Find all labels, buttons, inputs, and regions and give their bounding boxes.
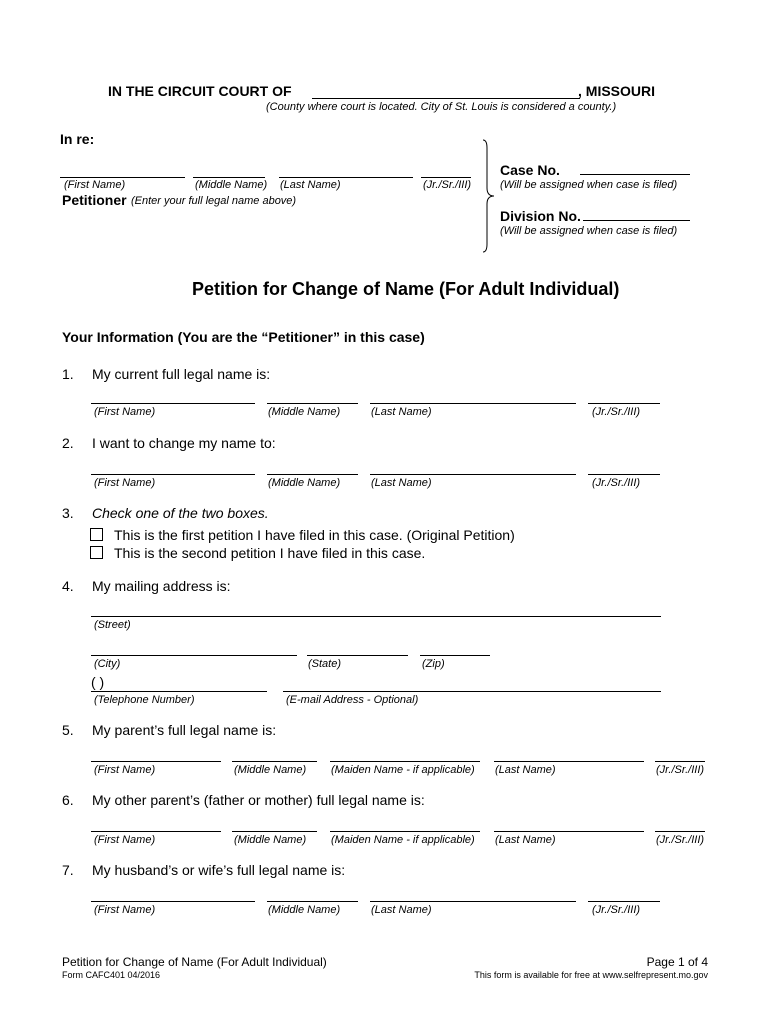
- new-last-label: (Last Name): [371, 477, 432, 489]
- parent2-last-label: (Last Name): [495, 834, 556, 846]
- parent1-maiden-label: (Maiden Name - if applicable): [331, 764, 475, 776]
- item-number-1: 1.: [62, 366, 74, 382]
- parent2-suffix-label: (Jr./Sr./III): [656, 834, 705, 846]
- parent2-maiden-label: (Maiden Name - if applicable): [331, 834, 475, 846]
- petitioner-note: (Enter your full legal name above): [131, 195, 297, 207]
- new-suffix-line[interactable]: [588, 474, 660, 475]
- item-number-5: 5.: [62, 722, 74, 738]
- current-suffix-line[interactable]: [588, 403, 660, 404]
- spouse-middle-name-line[interactable]: [267, 901, 358, 902]
- caption-last-label: (Last Name): [280, 179, 341, 191]
- spouse-last-label: (Last Name): [371, 904, 432, 916]
- parent2-first-name-line[interactable]: [91, 831, 221, 832]
- original-petition-checkbox[interactable]: [90, 528, 103, 541]
- new-first-name-line[interactable]: [91, 474, 255, 475]
- item-number-2: 2.: [62, 435, 74, 451]
- parent1-maiden-name-line[interactable]: [330, 761, 480, 762]
- item-number-3: 3.: [62, 505, 74, 521]
- spouse-last-name-line[interactable]: [370, 901, 576, 902]
- item-text-1: My current full legal name is:: [92, 366, 271, 382]
- spouse-first-label: (First Name): [94, 904, 156, 916]
- court-prefix: IN THE CIRCUIT COURT OF: [108, 83, 292, 99]
- in-re-label: In re:: [60, 131, 95, 147]
- caption-middle-label: (Middle Name): [195, 179, 268, 191]
- parent1-suffix-line[interactable]: [655, 761, 705, 762]
- case-no-note: (Will be assigned when case is filed): [500, 179, 678, 191]
- case-no-label: Case No.: [500, 162, 560, 178]
- new-first-label: (First Name): [94, 477, 156, 489]
- street-line[interactable]: [91, 616, 661, 617]
- parent1-middle-label: (Middle Name): [234, 764, 307, 776]
- caption-first-label: (First Name): [64, 179, 126, 191]
- city-label: (City): [94, 658, 121, 670]
- parent1-last-name-line[interactable]: [494, 761, 644, 762]
- current-first-name-line[interactable]: [91, 403, 255, 404]
- zip-line[interactable]: [420, 655, 490, 656]
- current-last-name-line[interactable]: [370, 403, 576, 404]
- parent2-maiden-name-line[interactable]: [330, 831, 480, 832]
- item-text-4: My mailing address is:: [92, 578, 231, 594]
- item-text-5: My parent’s full legal name is:: [92, 722, 277, 738]
- state-label: (State): [308, 658, 342, 670]
- item-number-6: 6.: [62, 792, 74, 808]
- new-suffix-label: (Jr./Sr./III): [592, 477, 641, 489]
- caption-first-name-line[interactable]: [60, 177, 185, 178]
- parent2-middle-label: (Middle Name): [234, 834, 307, 846]
- spouse-first-name-line[interactable]: [91, 901, 255, 902]
- footer-page-number: Page 1 of 4: [646, 955, 708, 969]
- street-label: (Street): [94, 619, 131, 631]
- footer-availability: This form is available for free at www.selfrepresent.mo.gov: [474, 970, 708, 980]
- parent2-first-label: (First Name): [94, 834, 156, 846]
- division-no-line[interactable]: [583, 220, 690, 221]
- court-suffix: , MISSOURI: [578, 83, 656, 99]
- current-middle-name-line[interactable]: [267, 403, 358, 404]
- city-line[interactable]: [91, 655, 297, 656]
- caption-brace: [477, 138, 497, 254]
- phone-area-code: ( ): [91, 674, 105, 690]
- footer-title: Petition for Change of Name (For Adult Individual): [62, 955, 327, 969]
- current-suffix-label: (Jr./Sr./III): [592, 406, 641, 418]
- petitioner-label: Petitioner: [62, 192, 127, 208]
- parent2-last-name-line[interactable]: [494, 831, 644, 832]
- caption-middle-name-line[interactable]: [193, 177, 265, 178]
- caption-suffix-label: (Jr./Sr./III): [423, 179, 472, 191]
- caption-last-name-line[interactable]: [279, 177, 413, 178]
- phone-label: (Telephone Number): [94, 694, 195, 706]
- court-county-field[interactable]: [312, 96, 580, 99]
- second-petition-checkbox[interactable]: [90, 546, 103, 559]
- spouse-suffix-label: (Jr./Sr./III): [592, 904, 641, 916]
- caption-suffix-line[interactable]: [421, 177, 471, 178]
- new-last-name-line[interactable]: [370, 474, 576, 475]
- original-petition-label: This is the first petition I have filed in this case. (Original Petition): [114, 527, 515, 543]
- zip-label: (Zip): [422, 658, 445, 670]
- division-no-note: (Will be assigned when case is filed): [500, 225, 678, 237]
- parent1-first-name-line[interactable]: [91, 761, 221, 762]
- parent2-suffix-line[interactable]: [655, 831, 705, 832]
- item-text-7: My husband’s or wife’s full legal name is:: [92, 862, 346, 878]
- division-no-label: Division No.: [500, 208, 581, 224]
- county-note: (County where court is located. City of St. Louis is considered a county.): [266, 101, 617, 113]
- parent1-middle-name-line[interactable]: [232, 761, 317, 762]
- item-text-2: I want to change my name to:: [92, 435, 276, 451]
- item-number-7: 7.: [62, 862, 74, 878]
- spouse-middle-label: (Middle Name): [268, 904, 341, 916]
- page-title: Petition for Change of Name (For Adult Individual): [192, 279, 620, 299]
- state-line[interactable]: [307, 655, 408, 656]
- item-text-6: My other parent’s (father or mother) full legal name is:: [92, 792, 425, 808]
- parent1-first-label: (First Name): [94, 764, 156, 776]
- parent1-suffix-label: (Jr./Sr./III): [656, 764, 705, 776]
- item-text-3: Check one of the two boxes.: [92, 505, 269, 521]
- new-middle-name-line[interactable]: [267, 474, 358, 475]
- email-label: (E-mail Address - Optional): [286, 694, 419, 706]
- email-line[interactable]: [283, 691, 661, 692]
- new-middle-label: (Middle Name): [268, 477, 341, 489]
- footer-form-id: Form CAFC401 04/2016: [62, 970, 161, 980]
- case-no-line[interactable]: [580, 174, 690, 175]
- section-heading: Your Information (You are the “Petitioner” in this case): [62, 329, 425, 345]
- parent2-middle-name-line[interactable]: [232, 831, 317, 832]
- parent1-last-label: (Last Name): [495, 764, 556, 776]
- spouse-suffix-line[interactable]: [588, 901, 660, 902]
- current-first-label: (First Name): [94, 406, 156, 418]
- item-number-4: 4.: [62, 578, 74, 594]
- current-middle-label: (Middle Name): [268, 406, 341, 418]
- current-last-label: (Last Name): [371, 406, 432, 418]
- phone-line[interactable]: [91, 691, 267, 692]
- second-petition-label: This is the second petition I have filed in this case.: [114, 545, 426, 561]
